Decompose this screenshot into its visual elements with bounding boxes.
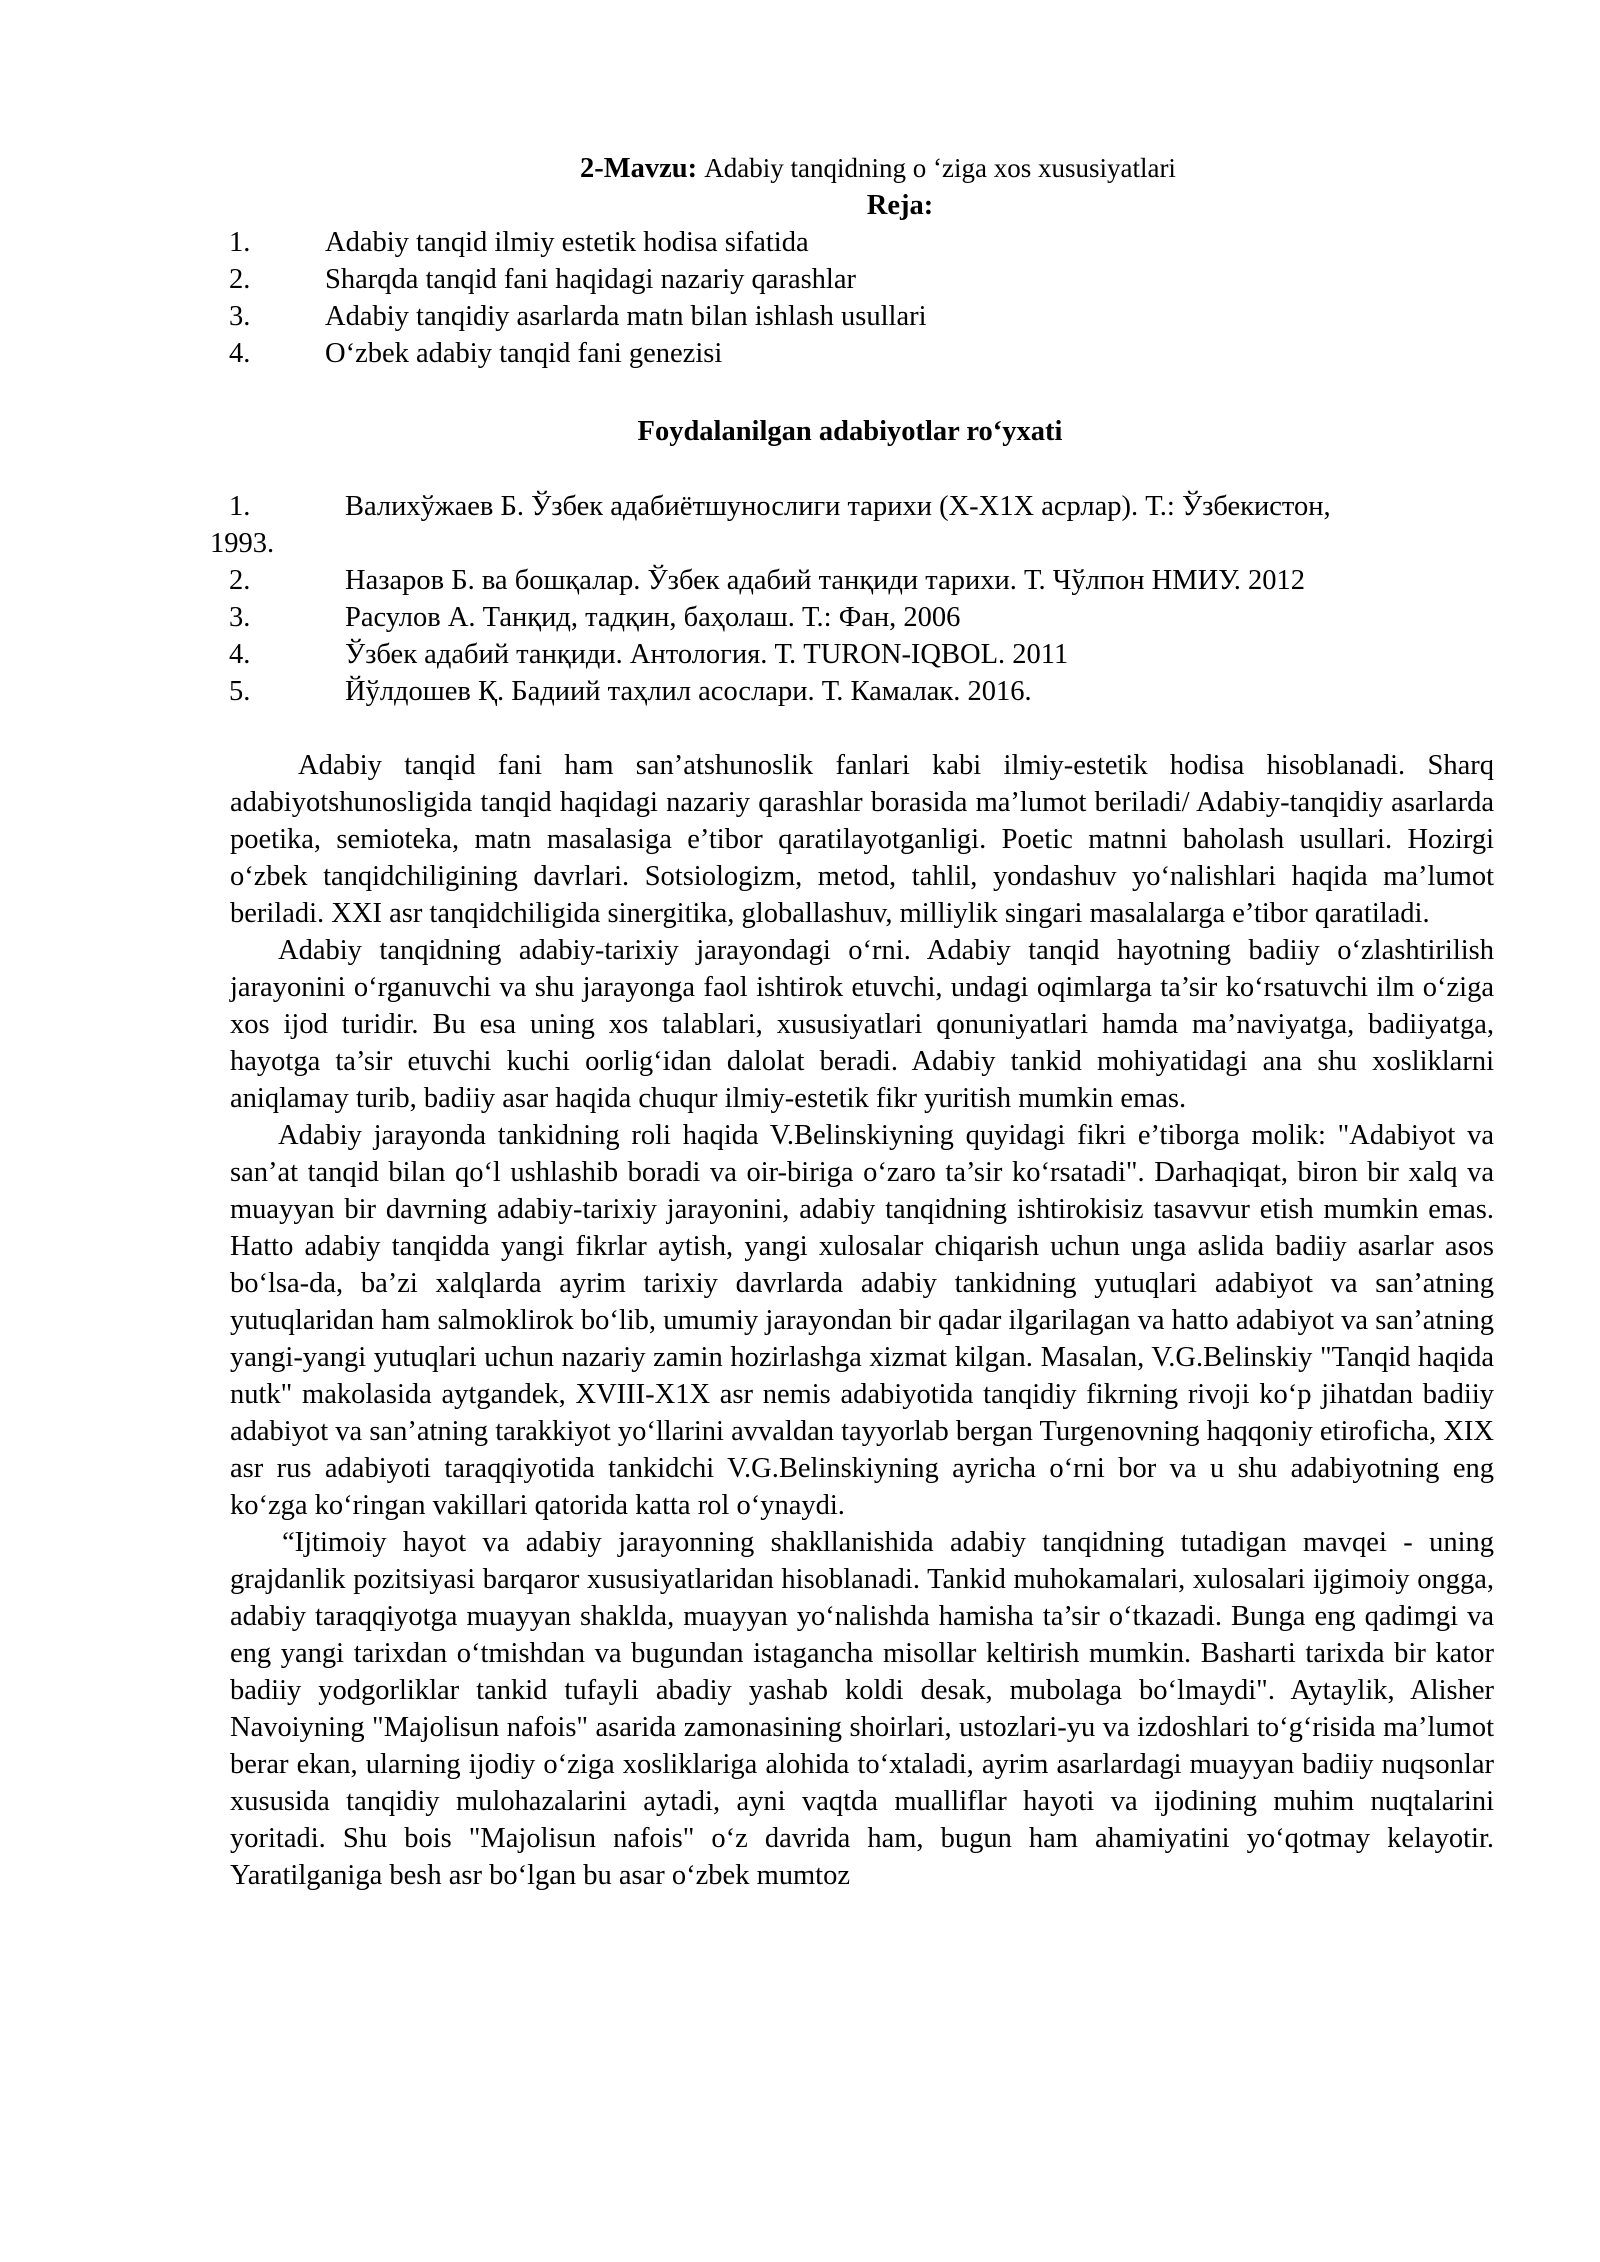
body-text: [230, 747, 1494, 1894]
reference-number: 3.: [229, 602, 251, 633]
paragraph: Adabiy tanqidning adabiy-tarixiy jarayondagi o‘rni. Adabiy tanqid hayotning badiiy o‘zlashtirilish jarayonini o‘rganuvchi va shu jarayonga faol ishtirok etuvchi, undagi oqimlarga ta’sir ko‘rsatuvchi ilm o‘ziga xos ijod turidir. Bu esa uning xos talablari, xususiyatlari qonuniyatlari hamda ma’naviyatga, badiiyatga, hayotga ta’sir etuvchi kuchi oorlig‘idan dalolat beradi. Adabiy tankid mohiyatidagi ana shu xosliklarni aniqlamay turib, badiiy asar haqida chuqur ilmiy-estetik fikr yuritish mumkin emas.: [230, 935, 1494, 1114]
topic-label: 2-Mavzu:: [580, 153, 698, 184]
plan-heading: Reja:: [866, 190, 934, 221]
plan-item-number: 1.: [229, 227, 251, 258]
reference-number: 5.: [229, 676, 251, 707]
topic-heading: [0, 150, 1600, 187]
paragraph: Adabiy tanqid fani ham san’atshunoslik fanlari kabi ilmiy-estetik hodisa hisoblanadi. Sharq adabiyotshunosligida tanqid haqidagi nazariy qarashlar borasida ma’lumot beriladi/ Adabiy-tanqidiy asarlarda poetika, semioteka, matn masalasiga e’tibor qaratilayotganligi. Poetic matnni baholash usullari. Hozirgi o‘zbek tanqidchiligining davrlari. Sotsiologizm, metod, tahlil, yondashuv yo‘nalishlari haqida ma’lumot beriladi. XXI asr tanqidchiligida sinergitika, globallashuv, milliylik singari masalalarga e’tibor qaratiladi.: [230, 750, 1494, 929]
plan-item-number: 3.: [229, 301, 251, 332]
reference-number: 1.: [229, 491, 251, 522]
references-heading: Foydalanilgan adabiyotlar ro‘yxati: [637, 416, 1063, 447]
reference-number: 2.: [229, 565, 251, 596]
reference-continuation: 1993.: [210, 528, 275, 559]
plan-item-text: O‘zbek adabiy tanqid fani genezisi: [325, 338, 723, 369]
reference-text: Расулов А. Танқид, тадқин, баҳолаш. Т.: Фан, 2006: [345, 602, 961, 633]
reference-text: Валихўжаев Б. Ўзбек адабиётшунослиги тарихи (Х-Х1Х асрлар). Т.: Ўзбекистон,: [345, 491, 1331, 522]
paragraph: “Ijtimoiy hayot va adabiy jarayonning shakllanishida adabiy tanqidning tutadigan mavqei - uning grajdanlik pozitsiyasi barqaror xususiyatlaridan hisoblanadi. Tankid muhokamalari, xulosalari ijgimoiy ongga, adabiy taraqqiyotga muayyan shaklda, muayyan yo‘nalishda hamisha ta’sir o‘tkazadi. Bunga eng qadimgi va eng yangi tarixdan o‘tmishdan va bugundan istagancha misollar keltirish mumkin. Basharti tarixda bir kator badiiy yodgorliklar tankid tufayli abadiy yashab koldi desak, mubolaga bo‘lmaydi". Aytaylik, Alisher Navoiyning "Majolisun nafois" asarida zamonasining shoirlari, ustozlari-yu va izdoshlari to‘g‘risida ma’lumot berar ekan, ularning ijodiy o‘ziga xosliklariga alohida to‘xtaladi, ayrim asarlardagi muayyan badiiy nuqsonlar xususida tanqidiy mulohazalarini aytadi, ayni vaqtda mualliflar hayoti va ijodining muhim nuqtalarini yoritadi. Shu bois "Majolisun nafois" o‘z davrida ham, bugun ham ahamiyatini yo‘qotmay kelayotir. Yaratilganiga besh asr bo‘lgan bu asar o‘zbek mumtoz: [230, 1527, 1494, 1891]
plan-item-number: 4.: [229, 338, 251, 369]
topic-title: Adabiy tanqidning o ‘ziga xos xususiyatlari: [704, 153, 1176, 183]
plan-item-text: Adabiy tanqid ilmiy estetik hodisa sifatida: [325, 227, 809, 258]
reference-text: Ўзбек адабий танқиди. Антология. Т. TURON-IQBOL. 2011: [345, 639, 1069, 670]
plan-item-number: 2.: [229, 264, 251, 295]
reference-number: 4.: [229, 639, 251, 670]
plan-item-text: Adabiy tanqidiy asarlarda matn bilan ishlash usullari: [325, 301, 927, 332]
plan-item-text: Sharqda tanqid fani haqidagi nazariy qarashlar: [325, 264, 856, 295]
paragraph: Adabiy jarayonda tankidning roli haqida V.Belinskiyning quyidagi fikri e’tiborga molik: "Adabiyot va san’at tanqid bilan qo‘l ushlashib boradi va oir-biriga o‘zaro ta’sir ko‘rsatadi". Darhaqiqat, biron bir xalq va muayyan bir davrning adabiy-tarixiy jarayonini, adabiy tanqidning ishtirokisiz tasavvur etish mumkin emas. Hatto adabiy tanqidda yangi fikrlar aytish, yangi xulosalar chiqarish uchun unga aslida badiiy asarlar asos bo‘lsa-da, ba’zi xalqlarda ayrim tarixiy davrlarda adabiy tankidning yutuqlari adabiyot va san’atning yutuqlaridan ham salmoklirok bo‘lib, umumiy jarayondan bir qadar ilgarilagan va hatto adabiyot va san’atning yangi-yangi yutuqlari uchun nazariy zamin hozirlashga xizmat kilgan. Masalan, V.G.Belinskiy "Tanqid haqida nutk" makolasida aytgandek, XVIII-X1X asr nemis adabiyotida tanqidiy fikrning rivoji ko‘p jihatdan badiiy adabiyot va san’atning tarakkiyot yo‘llarini avvaldan tayyorlab bergan Turgenovning haqqoniy etiroficha, XIX asr rus adabiyoti taraqqiyotida tankidchi V.G.Belinskiyning ayricha o‘rni bor va u shu adabiyotning eng ko‘zga ko‘ringan vakillari qatorida katta rol o‘ynaydi.: [230, 1120, 1494, 1521]
reference-text: Йўлдошев Қ. Бадиий таҳлил асослари. Т. Камалак. 2016.: [345, 676, 1032, 707]
reference-text: Назаров Б. ва бошқалар. Ўзбек адабий танқиди тарихи. Т. Чўлпон НМИУ. 2012: [345, 565, 1305, 596]
